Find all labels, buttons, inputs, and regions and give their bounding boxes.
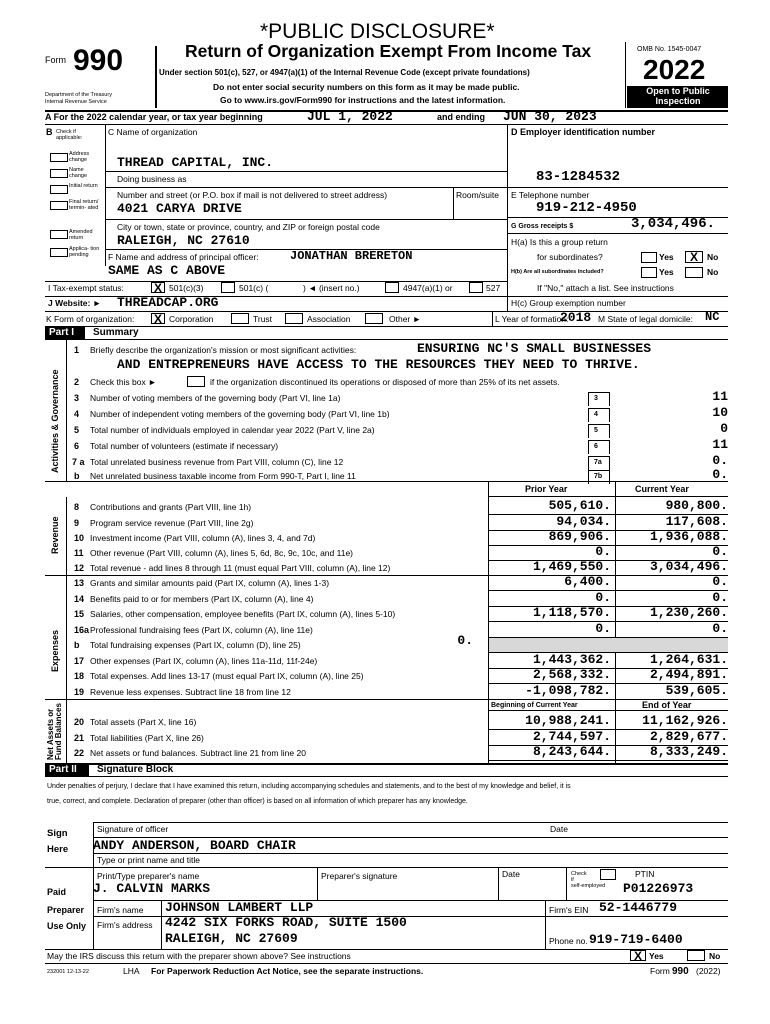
expense-line-label: Professional fundraising fees (Part IX, column (A), line 11e) [90, 625, 313, 635]
street-label: Number and street (or P.O. box if mail is not delivered to street address) [117, 190, 388, 200]
net-assets-current-value: 8,333,249. [649, 744, 728, 759]
org-name: THREAD CAPITAL, INC. [117, 155, 274, 170]
subordinates-yes-checkbox[interactable] [641, 267, 657, 278]
527-checkbox[interactable] [469, 282, 483, 293]
name-change-label: Name change [69, 167, 88, 179]
revenue-current-value: 117,608. [665, 514, 728, 529]
gov-line-value: 11 [712, 389, 728, 404]
tax-year-begin: JUL 1, 2022 [307, 109, 393, 124]
gross-receipts-label: G Gross receipts $ [511, 223, 574, 230]
mission-line-1: ENSURING NC'S SMALL BUSINESSES [417, 341, 652, 356]
revenue-line-number: 11 [74, 548, 84, 558]
line2-label-a: Check this box ► [90, 377, 157, 387]
preparer-name-label: Print/Type preparer's name [97, 871, 200, 881]
expense-line-number: 19 [74, 687, 85, 697]
state-domicile-label: M State of legal domicile: [598, 314, 693, 324]
expense-line-number: 18 [74, 671, 85, 681]
net-assets-prior-value: 8,243,644. [532, 744, 611, 759]
expense-line-number: 16a [74, 625, 90, 635]
perjury-statement-2: true, correct, and complete. Declaration of preparer (other than officer) is based on all information of which preparer has any knowledge. [47, 798, 468, 805]
gov-line-value: 0 [720, 421, 728, 436]
preparer-label: Preparer [47, 905, 85, 915]
line2-label-b: if the organization discontinued its operations or disposed of more than 25% of its net assets. [210, 377, 560, 387]
subordinates-included-label: H(b) Are all subordinates included? [511, 269, 604, 275]
check-label: Check [571, 871, 587, 877]
principal-officer-address: SAME AS C ABOVE [108, 263, 226, 278]
paid-label: Paid [47, 887, 67, 897]
discuss-no-checkbox[interactable] [687, 950, 705, 961]
sign-label: Sign [47, 828, 68, 839]
gov-line-number: 5 [74, 425, 80, 435]
part2-tag: Part II [49, 764, 77, 775]
self-employed-checkbox[interactable] [600, 869, 616, 880]
trust-label: Trust [253, 314, 273, 324]
paperwork-notice: For Paperwork Reduction Act Notice, see the separate instructions. [151, 966, 424, 976]
revenue-line-label: Total revenue - add lines 8 through 11 (must equal Part VIII, column (A), line 12) [90, 563, 391, 573]
discuss-no-label: No [709, 951, 721, 961]
expense-prior-value: 0. [595, 590, 611, 605]
revenue-line-label: Investment income (Part VIII, column (A), lines 3, 4, and 7d) [90, 533, 316, 543]
name-change-checkbox[interactable] [50, 169, 68, 178]
mission-label: Briefly describe the organization's mission or most significant activities: [90, 345, 357, 355]
gov-line-number: 3 [74, 393, 80, 403]
year-formation-value: 2018 [560, 310, 592, 325]
year-formation-label: L Year of formation: [495, 314, 569, 324]
city-state-zip: RALEIGH, NC 27610 [117, 233, 250, 248]
amended-return-checkbox[interactable] [50, 230, 68, 239]
firm-phone: 919-719-6400 [589, 932, 683, 947]
group-return-yes-label: Yes [659, 252, 674, 262]
org-name-label: C Name of organization [108, 127, 198, 137]
b-label: B [46, 127, 53, 137]
gov-line-number: 4 [74, 409, 80, 419]
gov-line-box-label: 4 [594, 411, 598, 418]
application-pending-label: Applica- tion pending [69, 246, 100, 258]
firm-ein-label: Firm's EIN [549, 905, 589, 915]
revenue-sidebar: Revenue [50, 516, 60, 554]
other-org-checkbox[interactable] [365, 313, 383, 324]
irs-label: Internal Revenue Service [45, 99, 107, 105]
revenue-line-label: Contributions and grants (Part VIII, line 1h) [90, 502, 252, 512]
4947-label: 4947(a)(1) or [403, 283, 453, 293]
net-assets-current-value: 11,162,926. [642, 713, 728, 728]
tax-exempt-status-label: I Tax-exempt status: [48, 283, 124, 293]
telephone-label: E Telephone number [511, 190, 590, 200]
revenue-prior-value: 869,906. [548, 529, 611, 544]
gov-line-value: 0. [712, 453, 728, 468]
gov-line-box [588, 392, 610, 406]
expense-prior-value: -1,098,782. [525, 683, 611, 698]
expense-line-number: 15 [74, 609, 85, 619]
omb-number: OMB No. 1545-0047 [637, 46, 702, 53]
perjury-statement-1: Under penalties of perjury, I declare that I have examined this return, including accompanying schedules and statements, and to the best of my knowledge and belief, it is [47, 783, 571, 790]
dept-treasury: Department of the Treasury [45, 92, 112, 98]
gov-line-box-label: 7a [594, 459, 602, 466]
expense-line-number: b [74, 640, 80, 650]
preparer-name: J. CALVIN MARKS [93, 881, 211, 896]
group-return-yes-checkbox[interactable] [641, 252, 657, 263]
city-label: City or town, state or province, country, and ZIP or foreign postal code [117, 222, 380, 232]
net-assets-row-rule [488, 760, 728, 761]
corporation-label: Corporation [169, 314, 214, 324]
footer-form-year: (2022) [696, 966, 721, 976]
part1-tag: Part I [49, 327, 75, 338]
other-org-label: Other ► [389, 314, 422, 324]
expense-current-value: 1,264,631. [649, 652, 728, 667]
beginning-year-header: Beginning of Current Year [491, 702, 578, 709]
expense-line-number: 13 [74, 578, 85, 588]
footer-form-number: 990 [672, 966, 689, 977]
group-return-no-label: No [707, 252, 719, 262]
revenue-prior-value: 1,469,550. [532, 559, 611, 574]
subordinates-no-label: No [707, 267, 719, 277]
gov-line-box-label: 7b [594, 473, 603, 480]
public-disclosure-banner: *PUBLIC DISCLOSURE* [260, 20, 495, 43]
expense-line-number: 14 [74, 594, 85, 604]
gov-line-value: 11 [712, 437, 728, 452]
gov-line-number: 6 [74, 441, 80, 451]
address-change-label: Address change [69, 151, 90, 163]
net-assets-prior-value: 10,988,241. [525, 713, 611, 728]
gov-line-value: 10 [712, 405, 728, 420]
footer-form-word: Form [650, 966, 670, 976]
form-word: Form [45, 55, 66, 65]
use-only-label: Use Only [47, 921, 87, 931]
insert-no-label: ) ◄ (insert no.) [303, 283, 360, 293]
part1-title: Summary [93, 327, 139, 338]
subordinates-no-checkbox[interactable] [685, 267, 703, 278]
if-label: if [571, 877, 574, 883]
expenses-sidebar: Expenses [50, 629, 60, 672]
tax-year: 2022 [643, 54, 706, 85]
form-number: 990 [73, 44, 124, 77]
website-label: J Website: ► [48, 298, 102, 308]
sign-date-label: Date [550, 824, 568, 834]
expense-prior-value: 1,118,570. [532, 605, 611, 620]
application-pending-checkbox[interactable] [50, 248, 68, 257]
gov-line-box [588, 408, 610, 422]
net-assets-line-label: Net assets or fund balances. Subtract line 21 from line 20 [90, 748, 306, 758]
firm-address-2: RALEIGH, NC 27609 [165, 931, 298, 946]
gov-line-label: Number of independent voting members of the governing body (Part VI, line 1b) [90, 409, 390, 419]
501c-label: 501(c) ( [239, 283, 269, 293]
irs-discuss-label: May the IRS discuss this return with the preparer shown above? See instructions [47, 951, 351, 961]
header-subtitle-1: Under section 501(c), 527, or 4947(a)(1) of the Internal Revenue Code (except private foundations) [159, 68, 530, 77]
footer-code: 232001 12-13-22 [47, 969, 89, 975]
expense-line-label: Revenue less expenses. Subtract line 18 from line 12 [90, 687, 291, 697]
firm-ein: 52-1446779 [599, 900, 678, 915]
address-change-checkbox[interactable] [50, 153, 68, 162]
group-return-no-checkbox[interactable]: X [685, 251, 703, 263]
expense-current-value: 539,605. [665, 683, 728, 698]
ein-label: D Employer identification number [511, 127, 656, 137]
current-year-header: Current Year [635, 484, 689, 494]
expense-line-label: Grants and similar amounts paid (Part IX, column (A), lines 1-3) [90, 578, 330, 588]
expense-current-value: 0. [712, 590, 728, 605]
revenue-line-label: Other revenue (Part VIII, column (A), lines 5, 6d, 8c, 9c, 10c, and 11e) [90, 548, 353, 558]
firm-address-1: 4242 SIX FORKS ROAD, SUITE 1500 [165, 915, 407, 930]
state-domicile-value: NC [705, 310, 720, 324]
self-employed-label: self-employed [571, 883, 606, 889]
end-of-year-header: End of Year [642, 700, 692, 710]
header-subtitle-2: Do not enter social security numbers on this form as it may be made public. [213, 82, 520, 92]
net-assets-line-number: 20 [74, 717, 85, 727]
header-subtitle-3: Go to www.irs.gov/Form990 for instructions and the latest information. [220, 95, 506, 105]
revenue-prior-value: 94,034. [556, 514, 611, 529]
amended-return-label: Amended return [69, 229, 93, 241]
revenue-current-value: 0. [712, 544, 728, 559]
expense-line-label: Benefits paid to or for members (Part IX, column (A), line 4) [90, 594, 314, 604]
gov-line-label: Total number of individuals employed in calendar year 2022 (Part V, line 2a) [90, 425, 375, 435]
form-of-org-label: K Form of organization: [46, 314, 135, 324]
line1-number: 1 [74, 345, 80, 355]
preparer-date-label: Date [502, 869, 520, 879]
here-label: Here [47, 844, 69, 855]
print-name-label: Type or print name and title [97, 855, 201, 865]
expense-current-value: 0. [712, 574, 728, 589]
expense-prior-value: 0. [595, 621, 611, 636]
expense-current-value: 1,230,260. [649, 605, 728, 620]
initial-return-label: Initial return [69, 183, 98, 189]
discontinued-checkbox[interactable] [187, 376, 205, 387]
expense-prior-value: 2,568,332. [532, 667, 611, 682]
line-a-label: A For the 2022 calendar year, or tax year beginning [45, 112, 263, 122]
net-assets-current-value: 2,829,677. [649, 729, 728, 744]
501c-checkbox[interactable] [221, 282, 235, 293]
group-return-label: H(a) Is this a group return [511, 237, 608, 247]
expense-line-label: Salaries, other compensation, employee benefits (Part IX, column (A), lines 5-10) [90, 609, 396, 619]
inspection-label: Inspection [655, 96, 701, 106]
expense-line-label: Other expenses (Part IX, column (A), lines 11a-11d, 11f-24e) [90, 656, 318, 666]
discuss-yes-label: Yes [649, 951, 664, 961]
revenue-prior-value: 505,610. [548, 498, 611, 513]
group-exemption-label: H(c) Group exemption number [511, 298, 626, 308]
ptin-value: P01226973 [623, 881, 694, 896]
revenue-line-number: 9 [74, 518, 80, 528]
discuss-yes-checkbox[interactable]: X [630, 950, 646, 961]
part2-title: Signature Block [97, 764, 174, 775]
gov-line-label: Total number of volunteers (estimate if necessary) [90, 441, 279, 451]
527-label: 527 [486, 283, 501, 293]
phone-no-label: Phone no. [549, 936, 588, 946]
preparer-signature-label: Preparer's signature [321, 871, 398, 881]
gov-line-box [588, 424, 610, 438]
revenue-line-label: Program service revenue (Part VIII, line 2g) [90, 518, 254, 528]
trust-checkbox[interactable] [231, 313, 249, 324]
principal-officer-label: F Name and address of principal officer: [108, 252, 259, 262]
revenue-current-value: 980,800. [665, 498, 728, 513]
subordinates-yes-label: Yes [659, 267, 674, 277]
website-value: THREADCAP.ORG [117, 295, 219, 310]
revenue-line-number: 8 [74, 502, 80, 512]
net-assets-prior-value: 2,744,597. [532, 729, 611, 744]
gov-line-label: Net unrelated business taxable income from Form 990-T, Part I, line 11 [90, 471, 356, 481]
officer-name-title: ANDY ANDERSON, BOARD CHAIR [93, 838, 296, 853]
telephone-value: 919-212-4950 [536, 200, 637, 216]
ein-value: 83-1284532 [536, 169, 621, 185]
line2-number: 2 [74, 377, 80, 387]
firm-name-label: Firm's name [97, 905, 144, 915]
expense-line-number: 17 [74, 656, 85, 666]
expense-prior-value: 6,400. [564, 574, 611, 589]
dba-label: Doing business as [117, 174, 187, 184]
activities-governance-sidebar: Activities & Governance [50, 369, 60, 473]
gov-line-box-label: 3 [594, 395, 598, 402]
association-label: Association [307, 314, 351, 324]
tax-year-end: JUN 30, 2023 [503, 109, 597, 124]
firm-name: JOHNSON LAMBERT LLP [165, 900, 314, 915]
open-to-public: Open to Public [646, 86, 710, 96]
final-return-checkbox[interactable] [50, 201, 68, 210]
expense-midcolumn-value: 0. [457, 633, 473, 648]
expense-row-rule [488, 637, 728, 638]
lha-label: LHA [123, 966, 140, 976]
501c3-checkbox[interactable]: X [151, 282, 165, 293]
room-suite-label: Room/suite [456, 190, 499, 200]
501c3-label: 501(c)(3) [169, 283, 204, 293]
net-assets-line-label: Total liabilities (Part X, line 26) [90, 733, 204, 743]
net-assets-sidebar: Net Assets or Fund Balances [46, 703, 63, 760]
gross-receipts-value: 3,034,496. [631, 216, 716, 232]
revenue-prior-value: 0. [595, 544, 611, 559]
net-assets-line-number: 22 [74, 748, 85, 758]
check-if-applicable: Check if applicable: [56, 129, 83, 142]
net-assets-line-label: Total assets (Part X, line 16) [90, 717, 197, 727]
street-address: 4021 CARYA DRIVE [117, 201, 242, 216]
attach-list-note: If "No," attach a list. See instructions [537, 283, 674, 293]
for-subordinates-label: for subordinates? [537, 252, 603, 262]
gov-line-box-label: 6 [594, 443, 598, 450]
revenue-current-value: 3,034,496. [649, 559, 728, 574]
expense-line-label: Total expenses. Add lines 13-17 (must equal Part IX, column (A), line 25) [90, 671, 364, 681]
expense-line-label: Total fundraising expenses (Part IX, column (D), line 25) [90, 640, 301, 650]
expense-current-value: 2,494,891. [649, 667, 728, 682]
ptin-label: PTIN [635, 869, 655, 879]
form-title: Return of Organization Exempt From Income Tax [185, 41, 592, 61]
association-checkbox[interactable] [285, 313, 303, 324]
gov-line-number: b [74, 471, 80, 481]
revenue-line-number: 10 [74, 533, 85, 543]
revenue-line-number: 12 [74, 563, 85, 573]
firm-address-label: Firm's address [97, 920, 153, 930]
final-return-label: Final return/ termin- ated [69, 199, 99, 211]
gov-line-number: 7 a [72, 457, 85, 467]
4947-checkbox[interactable] [385, 282, 399, 293]
gov-line-value: 0. [712, 467, 728, 482]
gov-line-label: Number of voting members of the governing body (Part VI, line 1a) [90, 393, 341, 403]
mission-line-2: AND ENTREPRENEURS HAVE ACCESS TO THE RESOURCES THEY NEED TO THRIVE. [117, 357, 640, 372]
gov-line-box [588, 440, 610, 454]
revenue-current-value: 1,936,088. [649, 529, 728, 544]
signature-officer-label: Signature of officer [97, 824, 169, 834]
gov-line-box-label: 5 [594, 427, 598, 434]
gov-line-label: Total unrelated business revenue from Part VIII, column (C), line 12 [90, 457, 344, 467]
expense-current-value: 0. [712, 621, 728, 636]
expense-prior-value: 1,443,362. [532, 652, 611, 667]
and-ending-label: and ending [437, 112, 485, 122]
corporation-checkbox[interactable]: X [151, 313, 165, 324]
prior-year-header: Prior Year [525, 484, 568, 494]
initial-return-checkbox[interactable] [50, 185, 68, 194]
principal-officer-name: JONATHAN BRERETON [290, 249, 413, 263]
net-assets-line-number: 21 [74, 733, 85, 743]
